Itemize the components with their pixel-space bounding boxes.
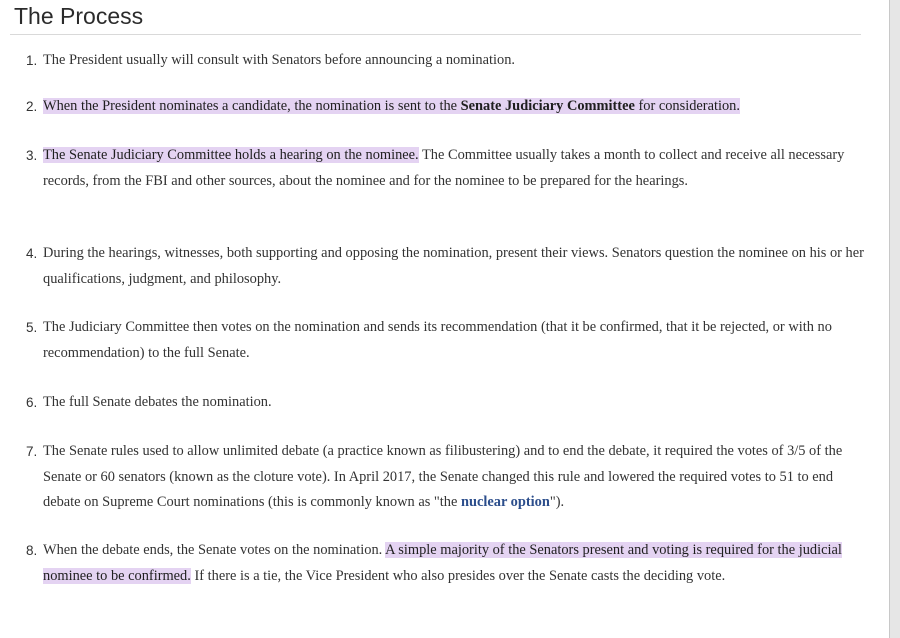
- step-number: 3.: [26, 148, 38, 163]
- step-number: 6.: [26, 395, 38, 410]
- step-item: [26, 538, 871, 589]
- step-text: When the President nominates a candidate, the nomination is sent to the: [43, 98, 461, 114]
- step-number: 5.: [26, 320, 38, 335]
- step-text: The Senate rules used to allow unlimited debate (a practice known as filibustering) and to end the debate, it required the votes of 3/5 of the Senate or 60 senators (known as the cloture vote). In April 2017, the Senate changed this rule and lowered the required votes to 51 to end debate on Supreme Court nominations (this is commonly known as "the: [43, 443, 843, 510]
- step-text: for consideration.: [634, 98, 740, 114]
- step-text: The Committee usually takes a month to collect and receive all necessary records, from the FBI and other sources, about the nominee and for the nominee to be prepared for the hearings.: [43, 147, 845, 189]
- step-text: The Judiciary Committee then votes on the nomination and sends its recommendation (that it be confirmed, that it be rejected, or with no recommendation) to the full Senate.: [43, 319, 832, 361]
- step-number: 4.: [26, 246, 38, 261]
- section-heading: The Process: [14, 3, 144, 29]
- highlighted-text: The Senate Judiciary Committee holds a hearing on the nominee.: [43, 147, 419, 163]
- step-text: ").: [549, 494, 565, 510]
- step-text: When the debate ends, the Senate votes on the nomination.: [43, 542, 386, 558]
- bold-committee-name: Senate Judiciary Committee: [460, 98, 635, 114]
- step-number: 2.: [26, 99, 38, 114]
- step-item: [26, 315, 871, 366]
- heading-divider: [10, 34, 861, 35]
- step-text: The full Senate debates the nomination.: [43, 394, 272, 410]
- step-item: [26, 439, 871, 516]
- step-item: [26, 241, 871, 292]
- step-text: The President usually will consult with Senators before announcing a nomination.: [43, 52, 516, 68]
- step-text: If there is a tie, the Vice President who also presides over the Senate casts the deciding vote.: [190, 567, 726, 584]
- step-item: [26, 143, 871, 194]
- step-number: 7.: [26, 444, 38, 459]
- window-frame-edge: [889, 0, 900, 638]
- step-item: [26, 94, 871, 120]
- step-item: [26, 390, 871, 416]
- step-number: 1.: [26, 53, 38, 68]
- nuclear-option-link[interactable]: nuclear option: [460, 494, 550, 510]
- step-item: [26, 48, 871, 74]
- step-number: 8.: [26, 543, 38, 558]
- highlighted-text: [43, 98, 740, 114]
- step-text: During the hearings, witnesses, both supporting and opposing the nomination, present their views. Senators question the nominee on his or her qualifications, judgment, and philosophy.: [43, 245, 864, 287]
- highlighted-text: A simple majority of the Senators present and voting is required for the judicial nominee to be confirmed.: [43, 542, 842, 584]
